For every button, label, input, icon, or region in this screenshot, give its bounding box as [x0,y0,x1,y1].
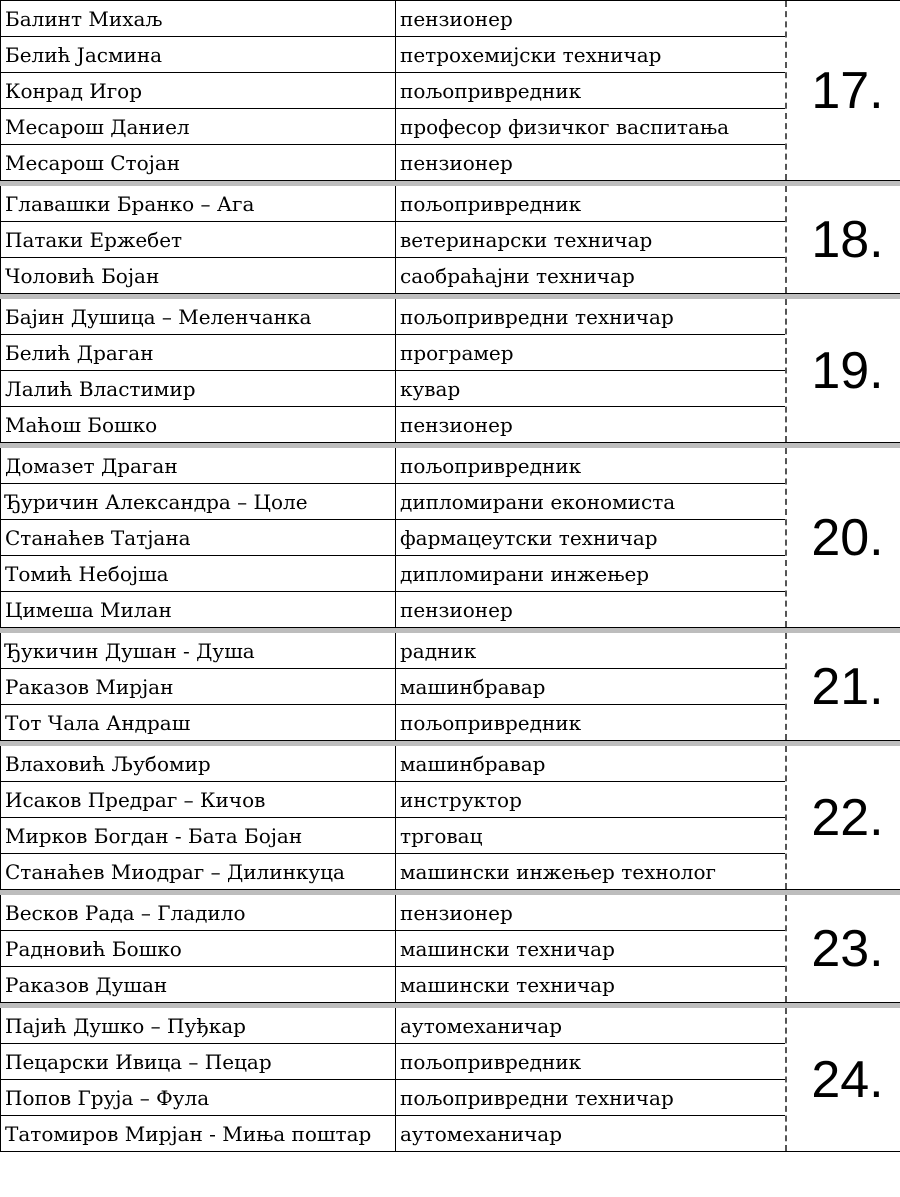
person-occupation: машински инжењер технолог [400,860,716,884]
group-number: 18. [785,186,900,293]
person-occupation: пољопривредник [400,1050,582,1074]
table-row [0,818,785,854]
person-occupation: дипломирани инжењер [400,562,650,586]
group-number: 17. [785,1,900,180]
person-name: Патаки Ержебет [0,222,396,257]
person-occupation: пензионер [400,598,513,622]
group-number: 21. [785,633,900,740]
person-name: Мирков Богдан - Бата Бојан [0,818,396,853]
table-row [0,73,785,109]
table-row [0,335,785,371]
person-name: Влаховић Љубомир [0,746,396,781]
person-occupation: пензионер [400,901,513,925]
table-row [0,1008,785,1044]
person-occupation: машински техничар [400,937,615,961]
group-rows [0,633,785,740]
person-name: Белић Јасмина [0,37,396,72]
table-row [0,746,785,782]
person-name: Попов Груја – Фула [0,1080,396,1115]
group-number: 22. [785,746,900,889]
table-row [0,299,785,335]
person-name: Раказов Душан [0,967,396,1002]
table-row [0,895,785,931]
table-row [0,258,785,293]
group-rows [0,1008,785,1151]
group-number: 24. [785,1008,900,1151]
group-number: 19. [785,299,900,442]
table-row [0,448,785,484]
person-occupation: пензионер [400,7,513,31]
table-row [0,186,785,222]
person-occupation: аутомеханичар [400,1122,563,1146]
person-name: Пајић Душко – Пуђкар [0,1008,396,1043]
table-row [0,222,785,258]
person-name: Станаћев Миодраг – Дилинкуца [0,854,396,889]
table-row [0,1,785,37]
table-row [0,556,785,592]
person-name: Месарош Стојан [0,145,396,180]
person-name: Ђуричин Александра – Цоле [0,484,396,519]
table-row [0,520,785,556]
person-occupation: саобраћајни техничар [400,264,635,288]
table-row [0,782,785,818]
table-row [0,633,785,669]
table-row [0,967,785,1002]
person-name: Радновић Бошко [0,931,396,966]
table-row [0,1044,785,1080]
person-name: Станаћев Татјана [0,520,396,555]
roster-group [0,628,900,741]
person-name: Томић Небојша [0,556,396,591]
person-name: Исаков Предраг – Кичов [0,782,396,817]
person-name: Бајин Душица – Меленчанка [0,299,396,334]
table-row [0,669,785,705]
roster-group [0,443,900,628]
person-name: Весков Рада – Гладило [0,895,396,930]
person-occupation: ветеринарски техничар [400,228,653,252]
person-occupation: кувар [400,377,461,401]
person-name: Домазет Драган [0,448,396,483]
group-number: 20. [785,448,900,627]
person-occupation: петрохемијски техничар [400,43,662,67]
table-row [0,705,785,740]
person-occupation: трговац [400,824,483,848]
roster-group [0,0,900,181]
group-rows [0,746,785,889]
person-name: Маћош Бошко [0,407,396,442]
person-occupation: пољопривредник [400,454,582,478]
person-occupation: пољопривредни техничар [400,305,674,329]
table-row [0,1116,785,1151]
group-rows [0,895,785,1002]
person-occupation: фармацеутски техничар [400,526,658,550]
roster-group [0,1003,900,1152]
person-occupation: дипломирани економиста [400,490,676,514]
person-name: Татомиров Мирјан - Миња поштар [0,1116,396,1151]
person-occupation: радник [400,639,477,663]
person-occupation: пензионер [400,413,513,437]
roster-group [0,741,900,890]
person-occupation: професор физичког васпитања [400,115,730,139]
person-name: Главашки Бранко – Ага [0,186,396,221]
person-occupation: пољопривредни техничар [400,1086,674,1110]
table-row [0,371,785,407]
person-name: Ђукичин Душан - Душа [0,633,396,668]
group-rows [0,299,785,442]
person-occupation: програмер [400,341,514,365]
person-occupation: аутомеханичар [400,1014,563,1038]
person-occupation: машинбравар [400,675,546,699]
group-rows [0,1,785,180]
person-name: Цимеша Милан [0,592,396,627]
person-occupation: инструктор [400,788,522,812]
table-row [0,931,785,967]
roster-group [0,181,900,294]
person-occupation: пензионер [400,151,513,175]
person-name: Балинт Михаљ [0,1,396,36]
person-name: Конрад Игор [0,73,396,108]
person-name: Лалић Властимир [0,371,396,406]
table-row [0,484,785,520]
roster-group [0,890,900,1003]
table-row [0,854,785,889]
person-occupation: машинбравар [400,752,546,776]
person-name: Раказов Мирјан [0,669,396,704]
person-name: Месарош Даниел [0,109,396,144]
person-name: Тот Чала Андраш [0,705,396,740]
person-occupation: пољопривредник [400,711,582,735]
roster-group [0,294,900,443]
person-name: Белић Драган [0,335,396,370]
table-row [0,407,785,442]
person-name: Пецарски Ивица – Пецар [0,1044,396,1079]
group-rows [0,186,785,293]
table-row [0,109,785,145]
table-row [0,592,785,627]
group-number: 23. [785,895,900,1002]
person-occupation: пољопривредник [400,192,582,216]
table-row [0,37,785,73]
table-row [0,1080,785,1116]
person-occupation: машински техничар [400,973,615,997]
table-row [0,145,785,180]
person-name: Чоловић Бојан [0,258,396,293]
person-occupation: пољопривредник [400,79,582,103]
group-rows [0,448,785,627]
